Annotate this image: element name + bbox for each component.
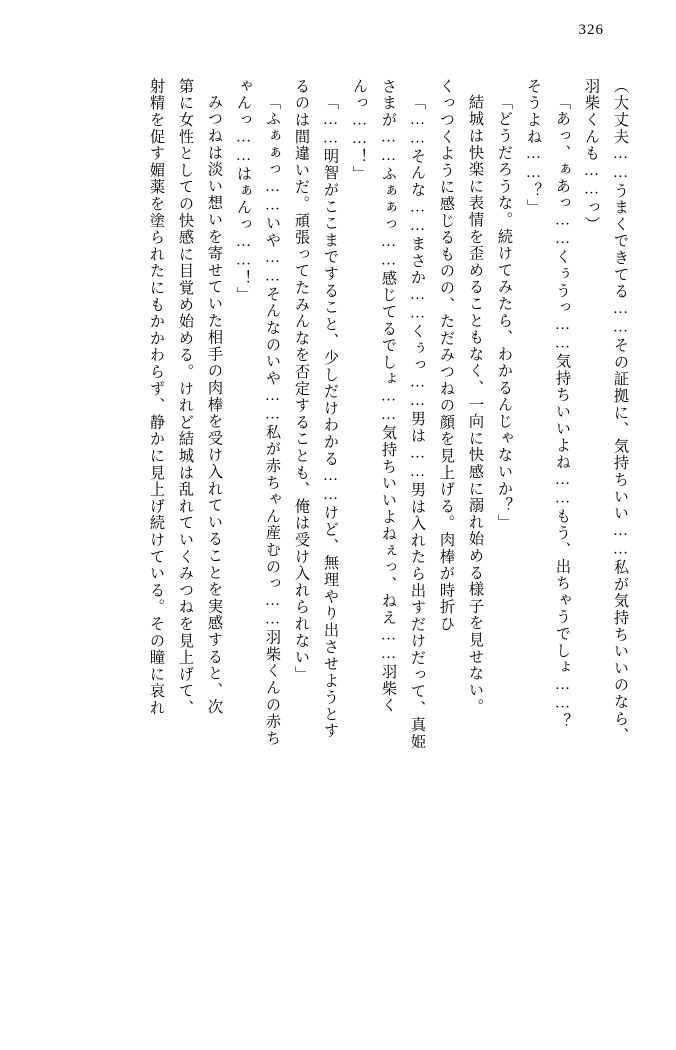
vertical-text-body <box>36 78 628 998</box>
text-line: 「……明智がここまですること、少しだけわかる……けど、無理やり出させようとす <box>322 94 339 740</box>
text-line: 「あっ、ぁあっ……くぅうっ……気持ちいいよね……もう、出ちゃうでしょ……？ <box>554 94 571 730</box>
text-line: 「どうだろうな。続けてみたら、わかるんじゃないか？」 <box>496 94 513 531</box>
text-line: さまが……ふぁぁっ……感じてるでしょ……気持ちいいよねぇっ、ねえ……羽柴く <box>380 78 397 714</box>
text-line: くっつくように感じるものの、ただみつねの顔を見上げる。肉棒が時折ひ <box>438 78 455 633</box>
text-line: （大丈夫……うまくできてる……その証拠に、気持ちいい……私が気持ちいいのなら、 <box>612 78 629 744</box>
text-line: んっ……！」 <box>351 78 368 183</box>
text-line: そうよね……？」 <box>525 78 542 216</box>
text-line: 羽柴くんも……っ） <box>583 78 600 233</box>
text-line: 結城は快楽に表情を歪めることもなく、一向に快感に溺れ始める様子を見せない。 <box>467 94 484 716</box>
text-line: みつねは淡い想いを寄せていた相手の肉棒を受け入れていることを実感すると、次 <box>206 94 223 716</box>
text-line: 射精を促す媚薬を塗られたにもかかわらず、静かに見上げ続けている。その瞳に哀れ <box>148 78 165 717</box>
page-number: 326 <box>578 22 604 38</box>
text-line: 「ふぁぁっ……いや……そんなのいや……私が赤ちゃん産むのっ……羽柴くんの赤ち <box>264 94 281 747</box>
text-line: 「……そんな……まさか……くぅっ……男は……男は入れたら出すだけだって、真姫 <box>409 94 426 751</box>
text-line: 第に女性としての快感に目覚め始める。けれど結城は乱れていくみつねを見上げて、 <box>177 78 194 717</box>
text-line: るのは間違いだ。頑張ってたみんなを否定することも、俺は受け入れられない」 <box>293 78 310 683</box>
text-line: ゃんっ……はぁんっ……！」 <box>235 78 252 304</box>
